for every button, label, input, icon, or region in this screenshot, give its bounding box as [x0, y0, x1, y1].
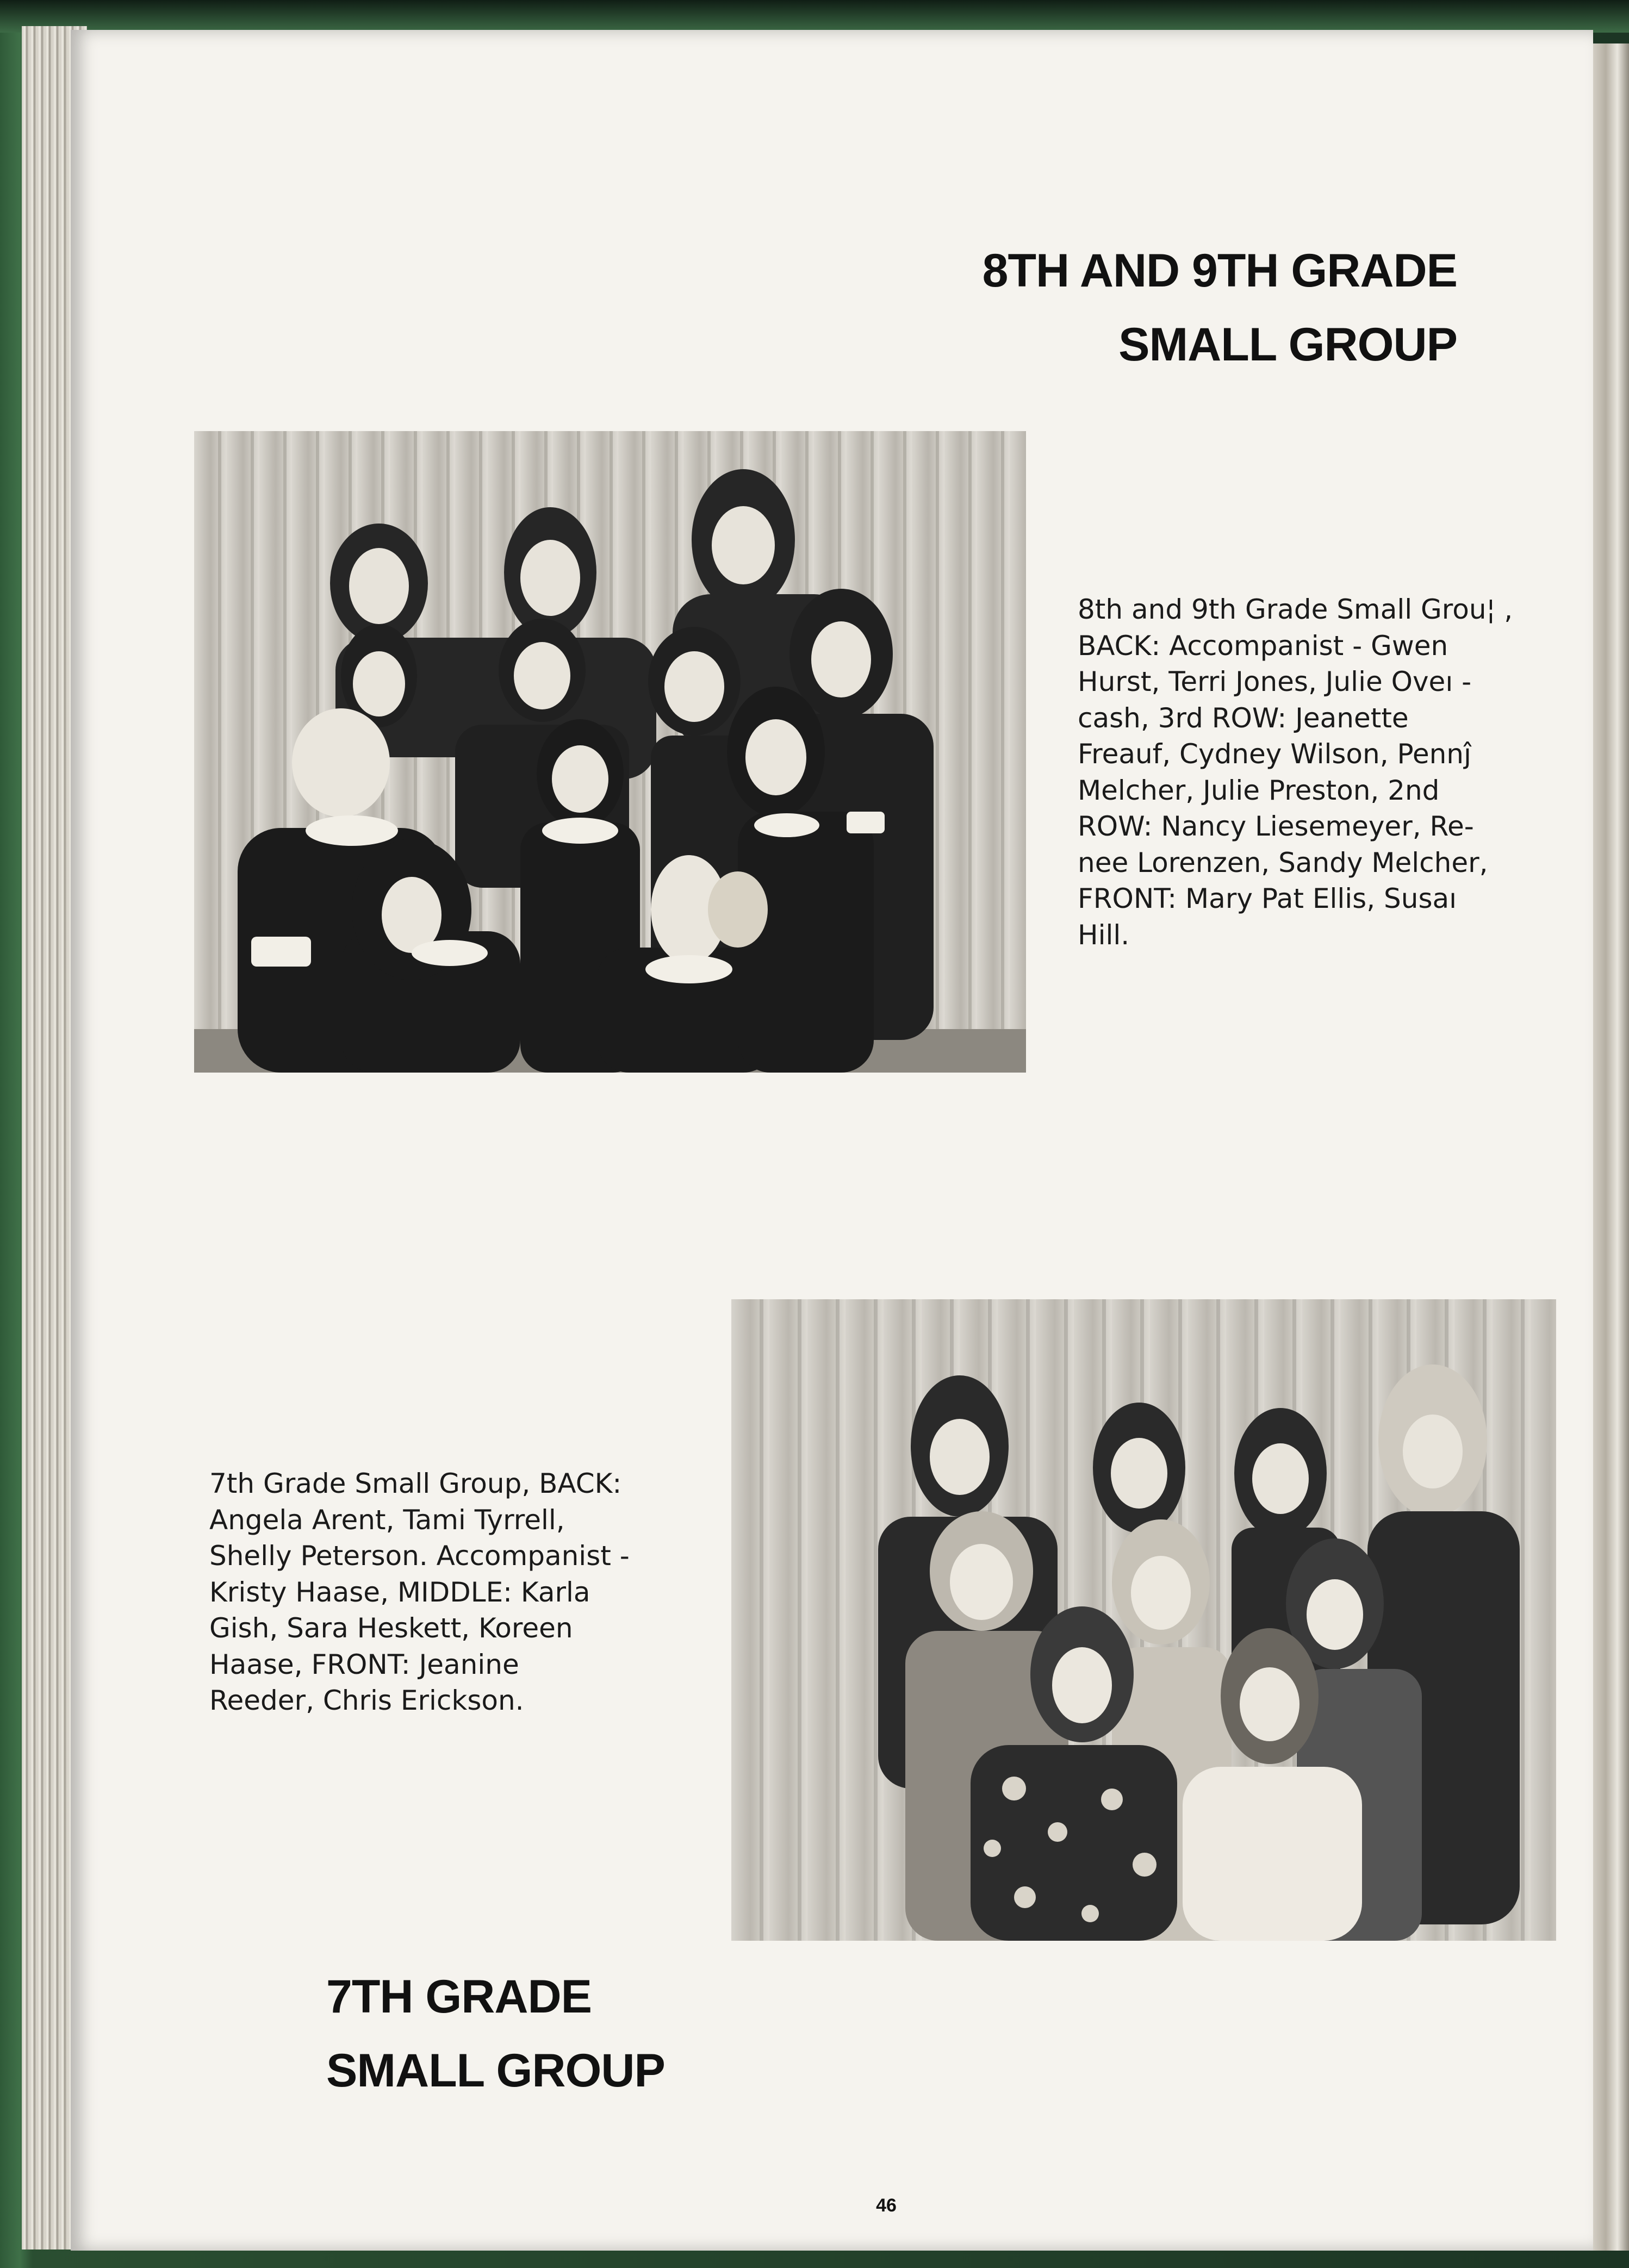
section-heading-8th-9th-grade: [832, 234, 1457, 382]
caption-line: Kristy Haase, MIDDLE: Karla: [209, 1576, 590, 1608]
next-page-edge: [1590, 43, 1629, 2251]
group-photo-8th-9th-grade: [194, 431, 1026, 1073]
page-number: 46: [876, 2195, 897, 2216]
caption-line: Hill.: [1078, 919, 1130, 951]
heading-line: 7TH GRADE: [326, 1971, 592, 2023]
caption-line: Gish, Sara Heskett, Koreen: [209, 1612, 573, 1644]
book-cover-top-edge: [0, 0, 1629, 33]
heading-line: SMALL GROUP: [326, 2045, 665, 2097]
caption-line: ROW: Nancy Liesemeyer, Re-: [1078, 811, 1474, 842]
photo-caption-7th-grade: [209, 1466, 731, 1719]
heading-line: SMALL GROUP: [1118, 319, 1457, 371]
heading-line: 8TH AND 9TH GRADE: [982, 245, 1457, 297]
caption-line: nee Lorenzen, Sandy Melcher,: [1078, 846, 1488, 878]
caption-line: Melcher, Julie Preston, 2nd: [1078, 774, 1440, 806]
caption-line: Hurst, Terri Jones, Julie Oveı -: [1078, 666, 1472, 697]
caption-line: Angela Arent, Tami Tyrrell,: [209, 1504, 565, 1536]
caption-line: 8th and 9th Grade Small Grou¦ ,: [1078, 594, 1513, 625]
caption-line: Haase, FRONT: Jeanine: [209, 1648, 519, 1680]
caption-line: cash, 3rd ROW: Jeanette: [1078, 702, 1409, 734]
group-photo-7th-grade-image: [731, 1299, 1556, 1941]
group-photo-8th-9th-grade-image: [194, 431, 1026, 1073]
caption-line: 7th Grade Small Group, BACK:: [209, 1468, 622, 1499]
caption-line: Freauf, Cydney Wilson, Pennĵ: [1078, 738, 1471, 770]
photo-caption-8th-9th-grade: [1078, 591, 1589, 953]
caption-line: BACK: Accompanist - Gwen: [1078, 630, 1448, 662]
caption-line: Shelly Peterson. Accompanist -: [209, 1540, 630, 1572]
section-heading-7th-grade: [326, 1960, 924, 2108]
group-photo-7th-grade: [731, 1299, 1556, 1941]
caption-line: FRONT: Mary Pat Ellis, Susaı: [1078, 883, 1457, 914]
caption-line: Reeder, Chris Erickson.: [209, 1685, 524, 1716]
